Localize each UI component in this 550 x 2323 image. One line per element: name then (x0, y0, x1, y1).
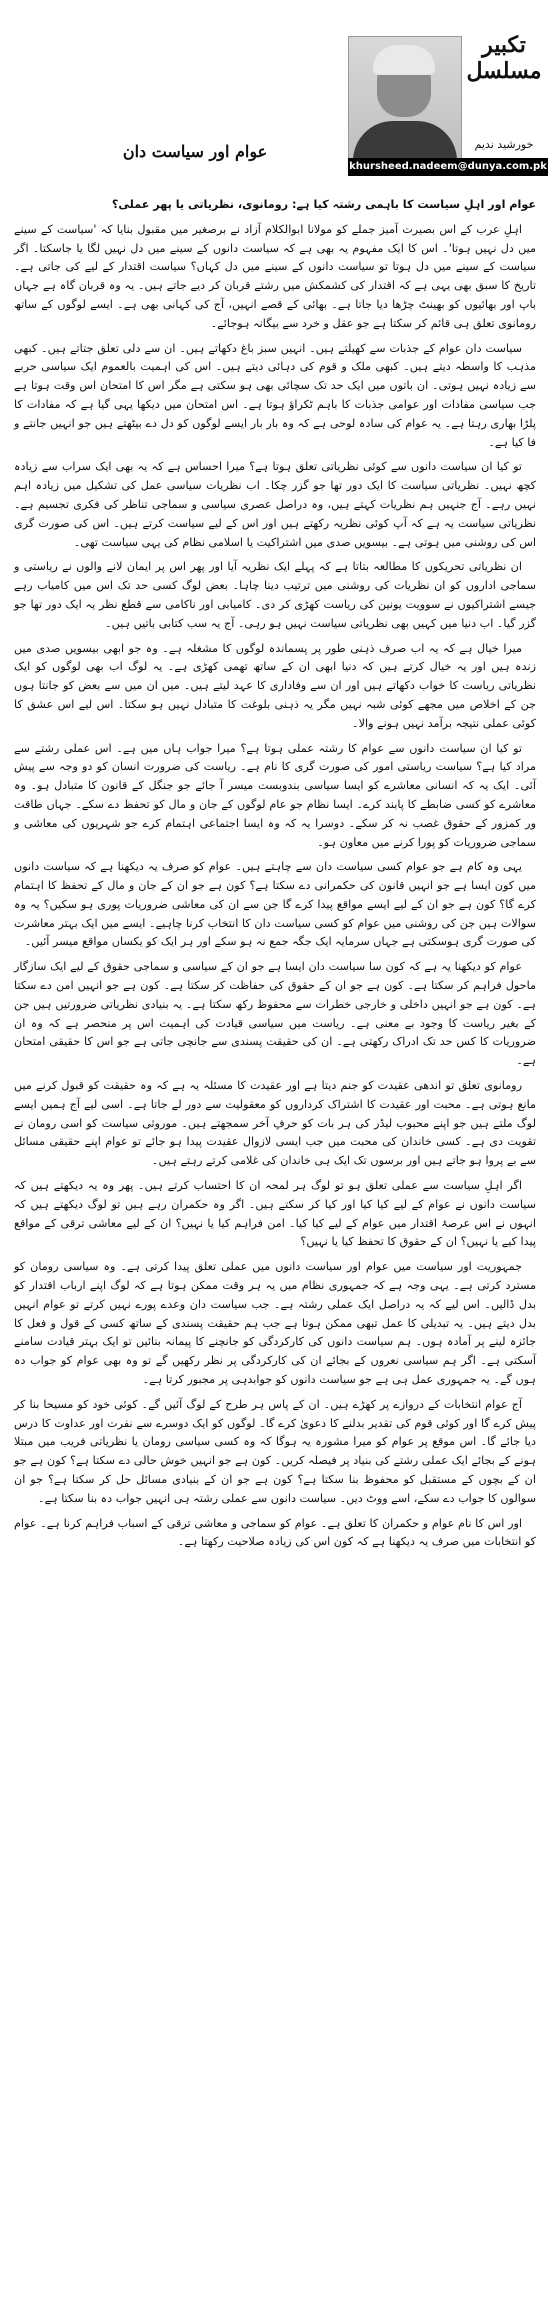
column-masthead (348, 30, 548, 178)
article-paragraph: رومانوی تعلق تو اندھی عقیدت کو جنم دیتا ہے اور عقیدت کا مسئلہ یہ ہے کہ وہ حقیقت کو قبول کرنے میں مانع ہوتی ہے۔ محبت اور عقیدت کا اشتراک کرداروں کو معقولیت سے دور لے جاتا ہے۔ اسی لیے آج ہمیں ایسے لوگ ملتے ہیں جو اپنے محبوب لیڈر کی ہر بات کو حرفِ آخر سمجھتے ہیں۔ موروثی سیاست کو اسی رومان نے تقویت دی ہے۔ کسی خاندان کی محبت میں جب ایسی لازوال عقیدت پیدا ہو جائے تو عوام اپنے حقیقی مسائل سے بے پروا ہو جاتے ہیں اور برسوں تک ایک ہی خاندان کی غلامی کرتے رہتے ہیں۔ (14, 1079, 536, 1168)
article-paragraph: عوام اور اہلِ سیاست کا باہمی رشتہ کیا ہے: رومانوی، نظریاتی یا پھر عملی؟ (111, 198, 536, 211)
article-paragraph: جمہوریت اور سیاست میں عوام اور سیاست دانوں میں عملی تعلق پیدا کرتی ہے۔ وہ سیاسی رومان کو مسترد کرتی ہے۔ یہی وجہ ہے کہ جمہوری نظام میں یہ ہر وقت ممکن ہوتا ہے کہ لوگ اپنے ارباب اقتدار کو بدل ڈالیں۔ اس لیے کہ یہ دراصل ایک عملی رشتہ ہے۔ جب سیاست دان وعدے پورے نہیں کرتے تو عوام انہیں بدل دیتے ہیں۔ یہ تبدیلی کا عمل تبھی ممکن ہوتا ہے جب ہم حقیقت پسندی کے ساتھ کسی کے قول و فعل کا جائزہ لینے پر آمادہ ہوں۔ ہم سیاست دانوں کی کارکردگی کو جانچنے کا پیمانہ بنائیں تو ایک بہتر قیادت سامنے آسکتی ہے۔ اگر ہم سیاسی نعروں کے بجائے ان کی کارکردگی پر نظر رکھیں گے تو وہ بھی عوام کو جواب دہ ہوں گے۔ یہ جمہوری عمل ہی ہے جو سیاست دانوں کو جوابدہی پر مجبور کرتا ہے۔ (14, 1260, 536, 1387)
article-paragraph: ان نظریاتی تحریکوں کا مطالعہ بتاتا ہے کہ پہلے ایک نظریہ آیا اور پھر اس پر ایمان لانے والوں نے ریاستی و سماجی اداروں کو ان نظریات کی روشنی میں ترتیب دینا چاہا۔ بعض لوگ کسی حد تک اس میں کامیاب رہے جیسے اشتراکیوں نے سوویت یونین کی ریاست کھڑی کر دی۔ کامیابی اور ناکامی سے قطع نظر یہ ایک دور تھا جو گزر گیا۔ اب دنیا میں کہیں بھی نظریاتی سیاست نہیں ہو رہی۔ آج یہ سب کتابی باتیں ہیں۔ (14, 560, 536, 630)
article-body (14, 196, 536, 1558)
author-name: خورشید ندیم (474, 138, 534, 151)
article-paragraph: اہلِ عرب کے اس بصیرت آمیز جملے کو مولانا ابوالکلام آزاد نے برصغیر میں مقبول بنایا کہ 'سیاست کے سینے میں دل نہیں ہوتا'۔ اس کا ایک مفہوم یہ بھی ہے کہ سیاست دانوں کے سینے میں دل نہیں لگا یا جاسکتا۔ اگر سیاست کے سینے میں دل ہوتا تو سیاست دانوں کے سینے میں دل کہاں؟ سیاست اقتدار کے لیے کی جاتی ہے۔ تاریخ کا سبق بھی یہی ہے کہ اقتدار کی کشمکش میں رشتے قربان کر دیے جاتے ہیں۔ یہ وہ قربان گاہ ہے جہاں باپ اور بھائیوں کو بھینٹ چڑھا دیا جاتا ہے۔ بھائی کے قصے انہیں، آج کی کہانی بھی ہے۔ ایسے لوگوں کے ساتھ رومانوی تعلق ہی قائم کر سکتا ہے جو عقل و خرد سے بیگانہ ہوجائے۔ (14, 222, 536, 330)
article-paragraph: اور اس کا نام عوام و حکمران کا تعلق ہے۔ عوام کو سماجی و معاشی ترقی کے اسباب فراہم کرنا ہے۔ عوام کو انتخابات میں صرف یہ دیکھنا ہے کہ کون اس کی زیادہ صلاحیت رکھتا ہے۔ (14, 1516, 536, 1549)
article-paragraph: آج عوام انتخابات کے دروازے پر کھڑے ہیں۔ ان کے پاس ہر طرح کے لوگ آئیں گے۔ کوئی خود کو مسیحا بنا کر پیش کرے گا اور کوئی قوم کی تقدیر بدلنے کا دعویٰ کرے گا۔ لوگوں کو ایک دوسرے سے نفرت اور عداوت کا درس دیا جائے گا۔ اس موقع پر عوام کو میرا مشورہ یہ ہوگا کہ وہ کسی سیاسی رومان یا نظریاتی فریب میں مبتلا ہونے کے بجائے ایک عملی رشتے کی بنیاد پر فیصلہ کریں۔ کون ہے جو انہیں خوش حالی دے سکتا ہے؟ کون ہے جو ان کے بچوں کے مستقبل کو محفوظ بنا سکتا ہے؟ کون ہے جو ان کے بنیادی مسائل حل کر سکتا ہے؟ جو ان سوالوں کا جواب دے سکے، اسے ووٹ دیں۔ سیاست دانوں سے عملی رشتہ ہی انہیں جواب دہ بنا سکتا ہے۔ (14, 1397, 536, 1505)
author-photo (348, 36, 462, 160)
article-paragraph: اگر اہلِ سیاست سے عملی تعلق ہو تو لوگ ہر لمحہ ان کا احتساب کرتے ہیں۔ پھر وہ یہ دیکھتے ہیں کہ سیاست دانوں نے عوام کے لیے کیا کیا اور کیا کر سکتے ہیں۔ اگر وہ حکمران رہے ہیں تو لوگ دیکھتے ہیں کہ انہوں نے اس عرصۂ اقتدار میں عوام کے لیے کیا کیا۔ امن فراہم کیا یا نہیں؟ ان کے لیے معاشی ترقی کے مواقع پیدا کیے یا نہیں؟ ان کے حقوق کا تحفظ کیا یا نہیں؟ (14, 1179, 536, 1249)
author-photo-shoulders (353, 121, 457, 160)
article-headline: عوام اور سیاست دان (122, 142, 268, 161)
article-paragraph: عوام کو دیکھنا یہ ہے کہ کون سا سیاست دان ایسا ہے جو ان کے سیاسی و سماجی حقوق کے لیے ایک سازگار ماحول فراہم کر سکتا ہے۔ کون ہے جو ان کے حقوق کی حفاظت کر سکتا ہے۔ کون ہے جو انہیں امن دے سکتا ہے۔ کون ہے جو انہیں داخلی و خارجی خطرات سے محفوظ رکھ سکتا ہے۔ یہ بنیادی نظریاتی ضرورتیں ہیں جن کے بغیر ریاست کا وجود بے معنی ہے۔ ریاست میں سیاسی قیادت کی اہمیت اس پر منحصر ہے کہ وہ ان ضروریات کا کس حد تک ادراک رکھتی ہے۔ ان کی حقیقت پسندی سے جانچی جاتی ہے جو اس کا حقیقی امتحان ہے۔ (14, 960, 536, 1068)
author-email[interactable]: khursheed.nadeem@dunya.com.pk (348, 158, 548, 176)
article-paragraph: سیاست دان عوام کے جذبات سے کھیلتے ہیں۔ انہیں سبز باغ دکھاتے ہیں۔ ان سے دلی تعلق جتاتے ہیں۔ کبھی مذہب کا واسطہ دیتے ہیں۔ کبھی ملک و قوم کی دہائی دیتے ہیں۔ اس کی اہمیت بالعموم ایک سیاسی حربے سے زیادہ نہیں ہوتی۔ ان باتوں میں ایک حد تک سچائی بھی ہو سکتی ہے مگر اس کا امتحان اس وقت ہوتا ہے جب سیاسی مفادات اور عوامی جذبات کا باہم ٹکراؤ ہوتا ہے۔ اس امتحان میں دیکھا یہی گیا ہے کہ مفادات کا پلڑا بھاری رہتا ہے۔ یہ عوام کی سادہ لوحی ہے کہ وہ بار بار ایسے لوگوں کو دل دے بیٹھتے ہیں جو انہیں جانتے و فا کیا ہے۔ (14, 341, 536, 449)
article-paragraph: یہی وہ کام ہے جو عوام کسی سیاست دان سے چاہتے ہیں۔ عوام کو صرف یہ دیکھنا ہے کہ سیاست دانوں میں کون ایسا ہے جو انہیں قانون کی حکمرانی دے سکتا ہے؟ کون ہے جو ان کے جان و مال کے تحفظ کا اہتمام کرے گا؟ کون ہے جو ان کے لیے ایسے مواقع پیدا کرے گا جن سے ان کی معاشی ضروریات پوری ہو سکیں؟ یہ وہ سوالات ہیں جن کی روشنی میں عوام کو کسی سیاست دان کا انتخاب کرنا چاہیے۔ ایسے میں ایک بہتر معاشرت کی صورت گری ہوسکتی ہے جہاں سرمایہ ایک جگہ جمع نہ ہو سکے اور ہر ایک کو یکساں مواقع میسر آئیں۔ (14, 860, 536, 949)
article-paragraph: تو کیا ان سیاست دانوں سے عوام کا رشتہ عملی ہوتا ہے؟ میرا جواب ہاں میں ہے۔ اس عملی رشتے سے مراد کیا ہے؟ سیاست ریاستی امور کی صورت گری کا نام ہے۔ ریاست کی ضرورت انسان کو دو وجہ سے پیش آئی۔ ایک یہ کہ انسانی معاشرے کو ایسا سیاسی بندوبست میسر آ جائے جو جنگل کے قانون کا متبادل ہو۔ وہ معاشرے کو کسی ضابطے کا پابند کرے۔ ایسا نظام جو عام لوگوں کے جان و مال کو تحفظ دے سکے۔ جہاں طاقت ور کمزور کے حقوق غصب نہ کر سکے۔ دوسرا یہ کہ وہ ایسا اجتماعی اہتمام کرے جو شہریوں کی معاشی و سماجی ضروریات کو پورا کرنے میں معاون ہو۔ (14, 741, 536, 849)
article-paragraph: تو کیا ان سیاست دانوں سے کوئی نظریاتی تعلق ہوتا ہے؟ میرا احساس ہے کہ یہ بھی ایک سراب سے زیادہ کچھ نہیں۔ نظریاتی سیاست کا ایک دور تھا جو گزر چکا۔ اب نظریات سیاسی عمل کی تشکیل میں زیادہ اہم نہیں رہے۔ آج جنہیں ہم نظریات کہتے ہیں، وہ دراصل عصری سیاسی و سماجی تناظر کی فکری تجسیم ہے۔ نظریاتی سیاست یہ ہے کہ آپ کوئی نظریہ رکھتے ہیں اور اس کے لیے سیاست کرتے ہیں۔ اس کی صورت گری اس کی روشنی میں ہوتی ہے۔ بیسویں صدی میں اشتراکیت یا اسلامی نظام کی یہی سیاست تھی۔ (14, 460, 536, 549)
article-paragraph: میرا خیال ہے کہ یہ اب صرف ذہنی طور پر پسماندہ لوگوں کا مشغلہ ہے۔ وہ جو ابھی بیسویں صدی میں زندہ ہیں اور یہ خیال کرتے ہیں کہ دنیا ابھی ان کے ساتھ تھمی کھڑی ہے۔ یہ لوگ اب بھی لوگوں کو ایک نظریاتی ریاست کا خواب دکھاتے ہیں اور ان سے وفاداری کا عہد لیتے ہیں۔ میں ان میں سے بعض کو جانتا ہوں جن کے اخلاص میں مجھے کوئی شبہ نہیں مگر یہ ذہنی بلوغت کا متبادل نہیں ہو سکتا۔ اس لیے اس عشق کا کوئی عملی نتیجہ برآمد نہیں ہونے والا۔ (14, 641, 536, 730)
author-photo-hair (373, 45, 435, 75)
column-title: تکبیر مسلسل (466, 32, 542, 84)
